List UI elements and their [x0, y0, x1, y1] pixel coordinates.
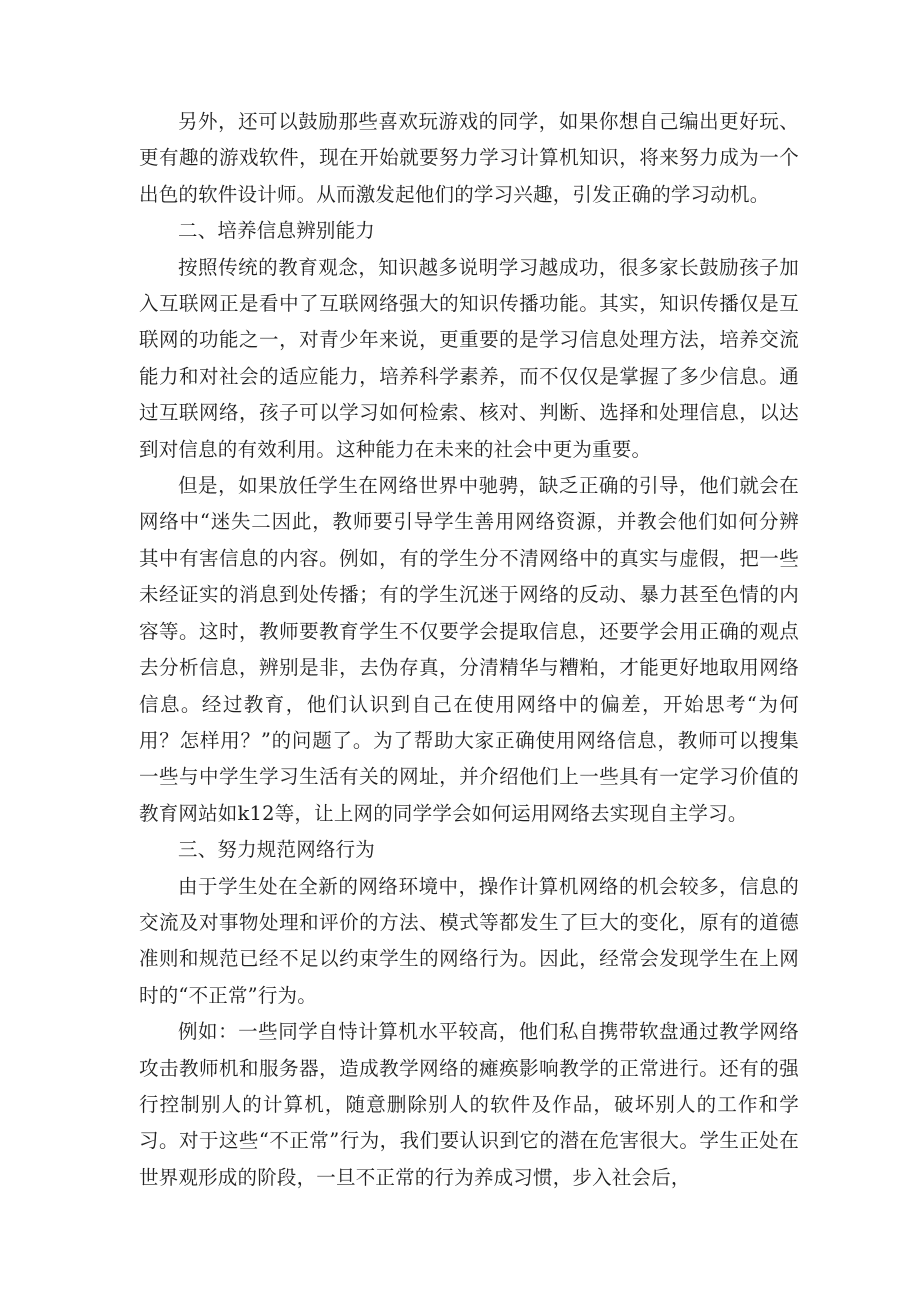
paragraph-encourage-gamers: 另外，还可以鼓励那些喜欢玩游戏的同学，如果你想自己编出更好玩、更有趣的游戏软件，现在开始就要努力学习计算机知识，将来努力成为一个出色的软件设计师。从而激发起他们的学习兴趣，引发正确的学习动机。 — [139, 110, 799, 206]
document-body — [139, 104, 799, 1196]
paragraph-guidance: 但是，如果放任学生在网络世界中驰骋，缺乏正确的引导，他们就会在网络中“迷失二因此，教师要引导学生善用网络资源，并教会他们如何分辨其中有害信息的内容。例如，有的学生分不清网络中的真实与虚假，把一些未经证实的消息到处传播；有的学生沉迷于网络的反动、暴力甚至色情的内容等。这时，教师要教育学生不仅要学会提取信息，还要学会用正确的观点去分析信息，辨别是非，去伪存真，分清精华与糟粕，才能更好地取用网络信息。经过教育，他们认识到自己在使用网络中的偏差，开始思考“为何用？怎样用？”的问题了。为了帮助大家正确使用网络信息，教师可以搜集一些与中学生学习生活有关的网址，并介绍他们上一些具有一定学习价值的教育网站如k12等，让上网的同学学会如何运用网络去实现自主学习。 — [139, 474, 799, 825]
paragraph-examples: 例如：一些同学自恃计算机水平较高，他们私自携带软盘通过教学网络攻击教师机和服务器，造成教学网络的瘫痪影响教学的正常进行。还有的强行控制别人的计算机，随意删除别人的软件及作品，破坏别人的工作和学习。对于这些“不正常”行为，我们要认识到它的潜在危害很大。学生正处在世界观形成的阶段，一旦不正常的行为养成习惯，步入社会后， — [139, 1020, 799, 1189]
section-heading-network-behavior: 三、努力规范网络行为 — [178, 838, 376, 862]
section-heading-information-discernment: 二、培养信息辨别能力 — [178, 219, 376, 243]
paragraph-new-environment: 由于学生处在全新的网络环境中，操作计算机网络的机会较多，信息的交流及对事物处理和评价的方法、模式等都发生了巨大的变化，原有的道德准则和规范已经不足以约束学生的网络行为。因此，经常会发现学生在上网时的“不正常”行为。 — [139, 874, 799, 1007]
paragraph-traditional-education: 按照传统的教育观念，知识越多说明学习越成功，很多家长鼓励孩子加入互联网正是看中了互联网络强大的知识传播功能。其实，知识传播仅是互联网的功能之一，对青少年来说，更重要的是学习信息处理方法，培养交流能力和对社会的适应能力，培养科学素养，而不仅仅是掌握了多少信息。通过互联网络，孩子可以学习如何检索、核对、判断、选择和处理信息，以达到对信息的有效利用。这种能力在未来的社会中更为重要。 — [139, 255, 799, 461]
